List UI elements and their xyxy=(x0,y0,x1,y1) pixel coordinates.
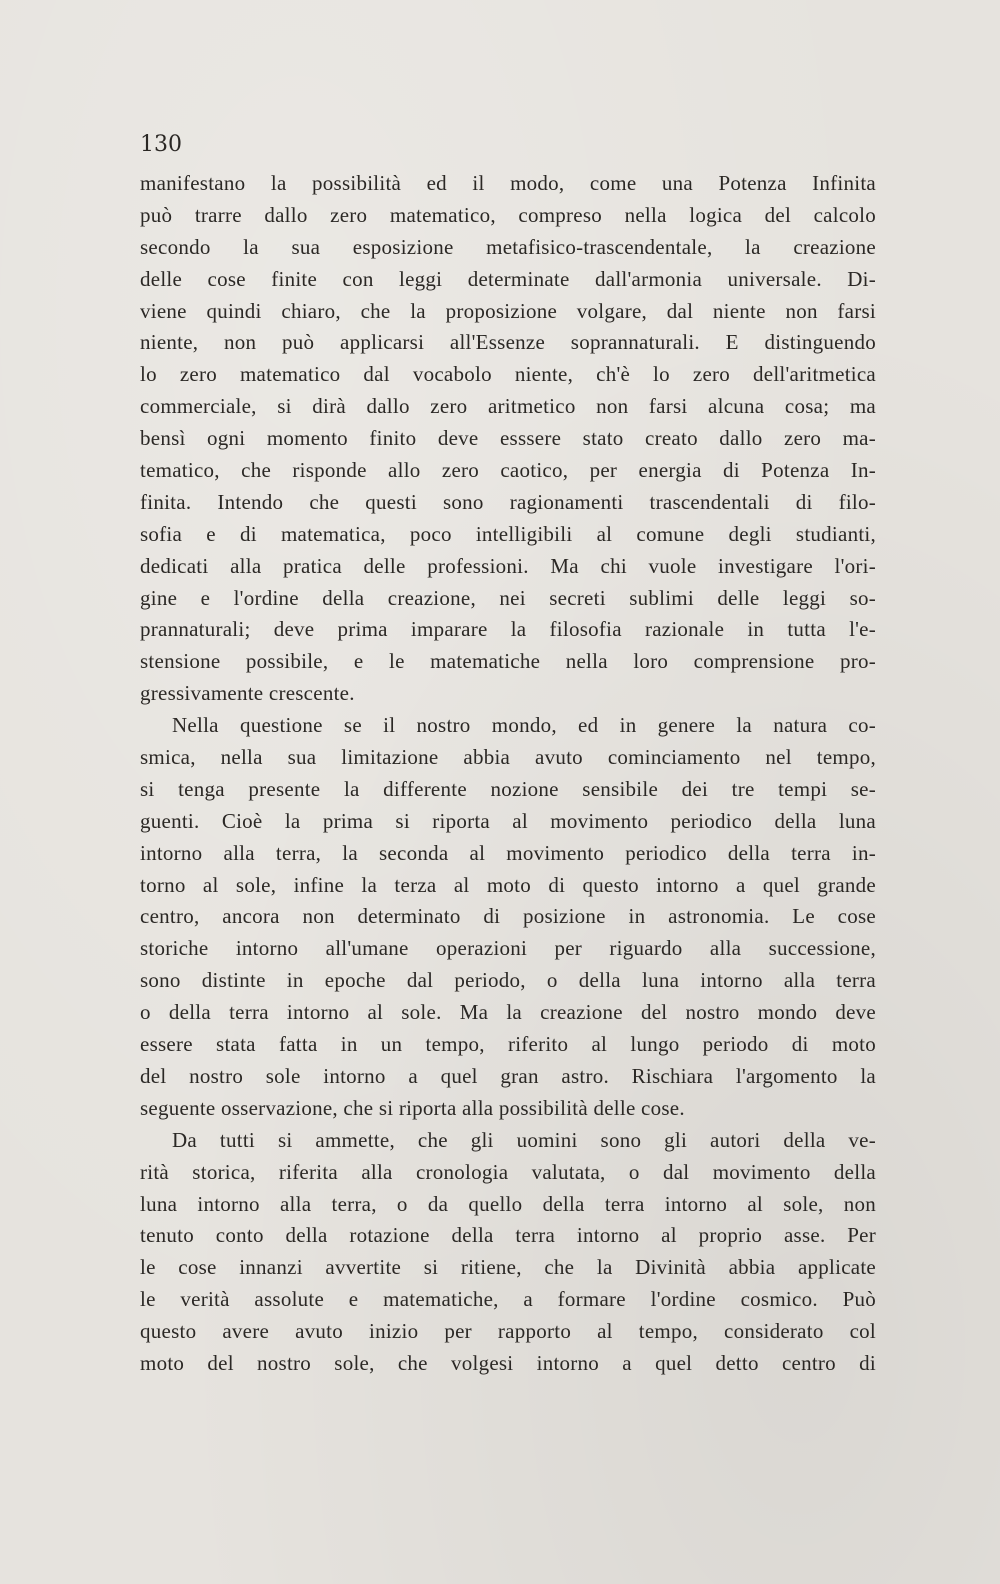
text-line: finita. Intendo che questi sono ragionamenti trascendentali di filo- xyxy=(140,489,876,514)
text-line: dedicati alla pratica delle professioni. Ma chi vuole investigare l'ori- xyxy=(140,553,876,578)
text-line: viene quindi chiaro, che la proposizione volgare, dal niente non farsi xyxy=(140,298,876,323)
text-line: bensì ogni momento finito deve esssere stato creato dallo zero ma- xyxy=(140,426,876,451)
text-line: si tenga presente la differente nozione sensibile dei tre tempi se- xyxy=(140,776,876,801)
text-line: commerciale, si dirà dallo zero aritmetico non farsi alcuna cosa; ma xyxy=(140,394,876,419)
text-line: lo zero matematico dal vocabolo niente, ch'è lo zero dell'aritmetica xyxy=(140,362,876,387)
text-line: torno al sole, infine la terza al moto di questo intorno a quel grande xyxy=(140,872,876,897)
text-line: niente, non può applicarsi all'Essenze soprannaturali. E distinguendo xyxy=(140,330,876,355)
text-line: centro, ancora non determinato di posizione in astronomia. Le cose xyxy=(140,904,876,929)
text-line: intorno alla terra, la seconda al movimento periodico della terra in- xyxy=(140,840,876,865)
text-line: gressivamente crescente. xyxy=(140,681,355,706)
text-line: o della terra intorno al sole. Ma la creazione del nostro mondo deve xyxy=(140,1000,876,1025)
text-line: essere stata fatta in un tempo, riferito al lungo periodo di moto xyxy=(140,1032,876,1057)
text-line: questo avere avuto inizio per rapporto al tempo, considerato col xyxy=(140,1319,876,1344)
text-line: seguente osservazione, che si riporta alla possibilità delle cose. xyxy=(140,1095,685,1120)
text-line: può trarre dallo zero matematico, compreso nella logica del calcolo xyxy=(140,202,876,227)
text-line: stensione possibile, e le matematiche nella loro comprensione pro- xyxy=(140,649,876,674)
page-number: 130 xyxy=(140,132,182,157)
text-line: Da tutti si ammette, che gli uomini sono gli autori della ve- xyxy=(172,1127,876,1152)
text-line: guenti. Cioè la prima si riporta al movimento periodico della luna xyxy=(140,808,876,833)
text-line: sofia e di matematica, poco intelligibili al comune degli studianti, xyxy=(140,521,876,546)
text-line: gine e l'ordine della creazione, nei secreti sublimi delle leggi so- xyxy=(140,585,876,610)
text-line: moto del nostro sole, che volgesi intorno a quel detto centro di xyxy=(140,1350,876,1375)
text-line: le verità assolute e matematiche, a formare l'ordine cosmico. Può xyxy=(140,1287,876,1312)
text-line: manifestano la possibilità ed il modo, come una Potenza Infinita xyxy=(140,171,876,195)
text-line: le cose innanzi avvertite si ritiene, che la Divinità abbia applicate xyxy=(140,1255,876,1280)
text-line: luna intorno alla terra, o da quello della terra intorno al sole, non xyxy=(140,1191,876,1216)
body-text xyxy=(140,168,876,1380)
text-line: tematico, che risponde allo zero caotico, per energia di Potenza In- xyxy=(140,458,876,483)
text-line: smica, nella sua limitazione abbia avuto cominciamento nel tempo, xyxy=(140,745,876,770)
text-line: secondo la sua esposizione metafisico-trascendentale, la creazione xyxy=(140,234,876,259)
text-line: delle cose finite con leggi determinate dall'armonia universale. Di- xyxy=(140,266,876,291)
text-line: Nella questione se il nostro mondo, ed in genere la natura co- xyxy=(172,713,876,738)
text-line: rità storica, riferita alla cronologia valutata, o dal movimento della xyxy=(140,1159,876,1184)
text-line: storiche intorno all'umane operazioni per riguardo alla successione, xyxy=(140,936,876,961)
text-line: del nostro sole intorno a quel gran astro. Rischiara l'argomento la xyxy=(140,1063,876,1088)
text-line: sono distinte in epoche dal periodo, o della luna intorno alla terra xyxy=(140,968,876,993)
text-line: tenuto conto della rotazione della terra intorno al proprio asse. Per xyxy=(140,1223,876,1248)
text-line: prannaturali; deve prima imparare la filosofia razionale in tutta l'e- xyxy=(140,617,876,642)
